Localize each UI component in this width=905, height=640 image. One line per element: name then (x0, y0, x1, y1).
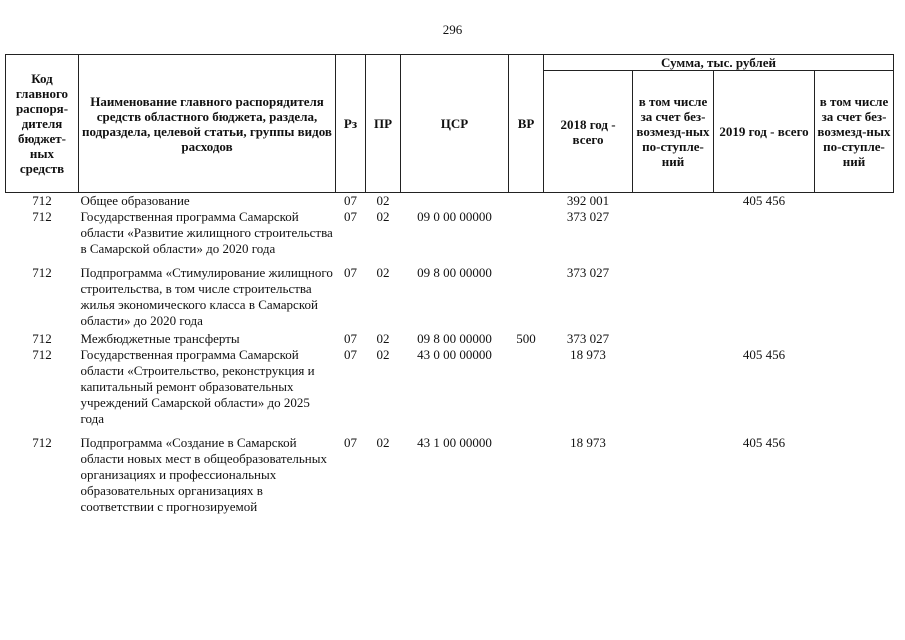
cell-2018-free (633, 193, 714, 210)
header-pr: ПР (366, 55, 401, 193)
cell-pr: 02 (376, 209, 390, 224)
cell-name: Подпрограмма «Стимулирование жилищного строительства, в том числе строительства жилья экономического класса в Самарской области» до 2020 года (80, 265, 333, 328)
cell-rz: 07 (344, 331, 357, 346)
cell-2019-total: 405 456 (742, 435, 786, 450)
table-row (6, 427, 894, 515)
cell-vr (509, 257, 544, 329)
cell-2019-total: 405 456 (742, 193, 786, 208)
cell-code: 712 (32, 331, 52, 346)
cell-csr: 09 0 00 00000 (417, 209, 492, 224)
header-2019-free: в том числе за счет без-возмезд-ных по-ступле-ний (815, 71, 894, 193)
cell-2018-total: 392 001 (566, 193, 610, 208)
cell-rz: 07 (344, 193, 357, 208)
cell-pr: 02 (376, 193, 390, 208)
cell-2018-total: 373 027 (566, 331, 610, 346)
table-row (6, 257, 894, 329)
cell-2018-total: 18 973 (570, 435, 606, 450)
cell-2019-free (815, 329, 894, 347)
budget-table (5, 54, 894, 515)
cell-2019-total (714, 329, 815, 347)
header-code: Код главного распоря-дителя бюджет-ных средств (6, 55, 79, 193)
header-vr: ВР (509, 55, 544, 193)
cell-rz: 07 (344, 347, 357, 362)
table-body (6, 193, 894, 516)
cell-pr: 02 (376, 331, 390, 346)
cell-code: 712 (32, 435, 52, 450)
cell-code: 712 (32, 265, 52, 280)
cell-2018-total: 373 027 (566, 209, 610, 224)
cell-csr: 43 1 00 00000 (417, 435, 492, 450)
cell-name: Межбюджетные трансферты (80, 331, 240, 346)
header-csr: ЦСР (401, 55, 509, 193)
cell-2018-free (633, 427, 714, 515)
cell-csr: 09 8 00 00000 (417, 331, 492, 346)
cell-vr (509, 209, 544, 257)
cell-2018-free (633, 347, 714, 427)
cell-code: 712 (32, 209, 52, 224)
cell-2018-free (633, 257, 714, 329)
cell-csr: 43 0 00 00000 (417, 347, 492, 362)
cell-rz: 07 (344, 265, 357, 280)
cell-2019-free (815, 427, 894, 515)
cell-vr (509, 427, 544, 515)
cell-2019-free (815, 257, 894, 329)
cell-name: Подпрограмма «Создание в Самарской области новых мест в общеобразовательных организациях и профессиональных образовательных организациях в соответствии с прогнозируемой (80, 435, 327, 514)
cell-pr: 02 (376, 435, 390, 450)
header-2018-free: в том числе за счет без-возмезд-ных по-ступле-ний (633, 71, 714, 193)
cell-name: Государственная программа Самарской области «Развитие жилищного строительства в Самарской области» до 2020 года (80, 209, 333, 256)
page-number: 296 (442, 22, 463, 37)
header-name: Наименование главного распорядителя средств областного бюджета, раздела, подраздела, целевой статьи, группы видов расходов (79, 55, 336, 193)
cell-rz: 07 (344, 435, 357, 450)
cell-2018-free (633, 329, 714, 347)
cell-vr: 500 (516, 331, 536, 346)
cell-csr (401, 193, 509, 210)
table-header (6, 55, 894, 193)
cell-rz: 07 (344, 209, 357, 224)
cell-vr (509, 193, 544, 210)
cell-2019-free (815, 347, 894, 427)
table-row (6, 209, 894, 257)
cell-code: 712 (32, 193, 52, 208)
table-row (6, 193, 894, 210)
cell-2019-total: 405 456 (742, 347, 786, 362)
cell-pr: 02 (376, 347, 390, 362)
cell-code: 712 (32, 347, 52, 362)
cell-2019-total (714, 209, 815, 257)
cell-2019-free (815, 209, 894, 257)
cell-pr: 02 (376, 265, 390, 280)
header-2018-total: 2018 год - всего (544, 71, 633, 193)
table-row (6, 329, 894, 347)
table-row (6, 347, 894, 427)
cell-csr: 09 8 00 00000 (417, 265, 492, 280)
cell-2019-free (815, 193, 894, 210)
header-sum-group: Сумма, тыс. рублей (544, 55, 894, 71)
cell-vr (509, 347, 544, 427)
cell-2018-total: 18 973 (570, 347, 606, 362)
header-2019-total: 2019 год - всего (714, 71, 815, 193)
cell-name: Общее образование (80, 193, 190, 208)
cell-2019-total (714, 257, 815, 329)
cell-2018-free (633, 209, 714, 257)
header-rz: Рз (336, 55, 366, 193)
cell-2018-total: 373 027 (566, 265, 610, 280)
cell-name: Государственная программа Самарской области «Строительство, реконструкция и капитальный ремонт образовательных учреждений Самарской области» до 2025 года (80, 347, 315, 426)
